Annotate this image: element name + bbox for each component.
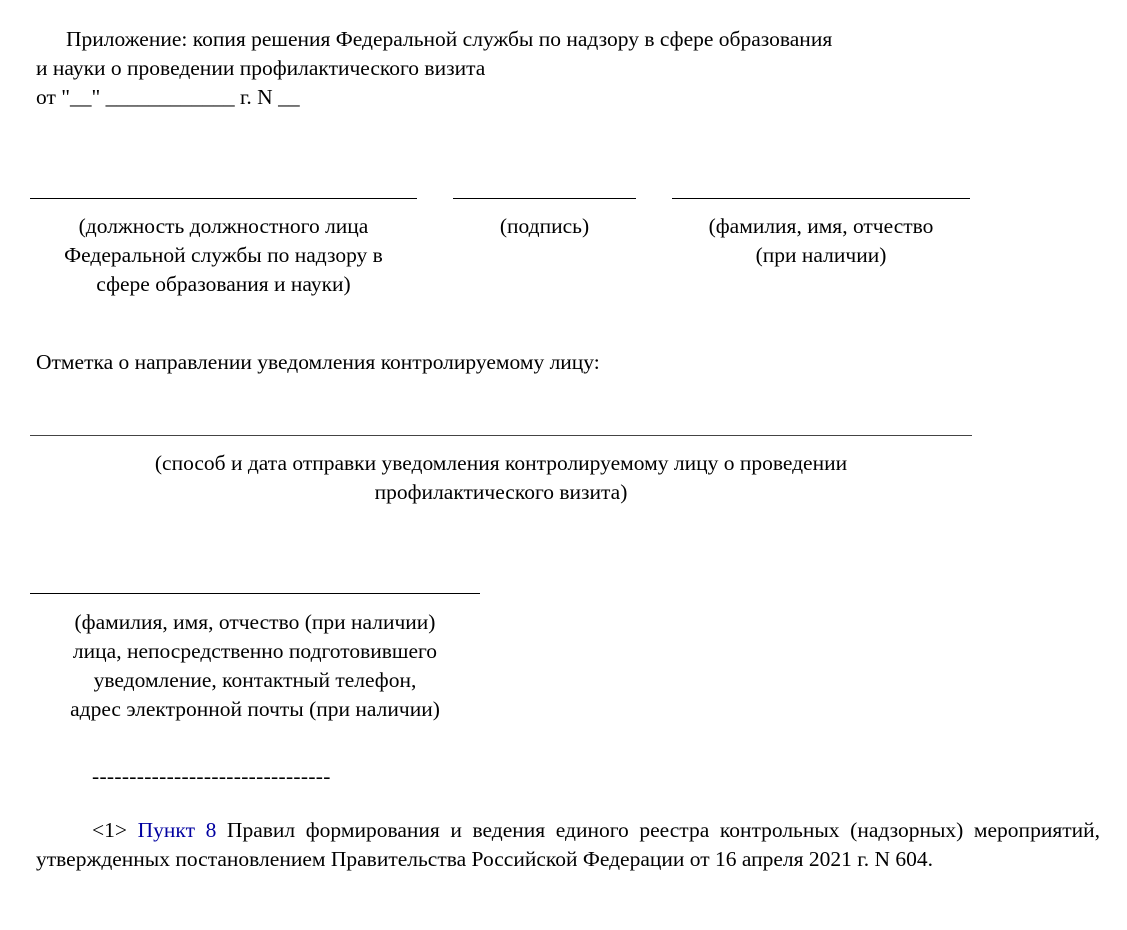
name-caption-line: (при наличии) — [755, 243, 887, 267]
header-line-2: и науки о проведении профилактического визита — [36, 56, 486, 80]
name-caption — [672, 212, 970, 270]
position-line — [30, 198, 417, 199]
footnote-marker: <1> — [92, 818, 128, 842]
footnote-separator: -------------------------------- — [92, 764, 331, 788]
name-caption-line: (фамилия, имя, отчество — [708, 214, 934, 238]
footnote-text: Правил формирования и ведения единого реестра контрольных (надзорных) мероприятий, утвержденных постановлением Правительства Российской Федерации от 16 апреля 2021 г. N 604. — [36, 818, 1100, 871]
header-line-3: от "__" ____________ г. N __ — [36, 85, 300, 109]
position-caption-line: Федеральной службы по надзору в — [64, 243, 383, 267]
preparer-line — [30, 593, 480, 594]
notice-caption — [30, 449, 972, 507]
name-line — [672, 198, 970, 199]
header-line-1: Приложение: копия решения Федеральной службы по надзору в сфере образования — [66, 27, 833, 51]
notice-caption-line: профилактического визита) — [374, 480, 628, 504]
footnote-link[interactable]: Пункт 8 — [137, 818, 217, 842]
preparer-caption-line: лица, непосредственно подготовившего — [72, 639, 438, 663]
preparer-caption — [30, 608, 480, 724]
position-caption-line: (должность должностного лица — [78, 214, 369, 238]
notice-caption-line: (способ и дата отправки уведомления контролируемому лицу о проведении — [154, 451, 848, 475]
notice-line — [30, 435, 972, 436]
preparer-caption-line: уведомление, контактный телефон, — [93, 668, 417, 692]
signature-line — [453, 198, 636, 199]
position-caption — [30, 212, 417, 299]
notice-label: Отметка о направлении уведомления контролируемому лицу: — [36, 350, 600, 374]
appendix-header — [36, 25, 1036, 112]
preparer-caption-line: адрес электронной почты (при наличии) — [70, 697, 440, 721]
footnote — [36, 816, 1100, 874]
signature-caption: (подпись) — [499, 214, 590, 238]
preparer-caption-line: (фамилия, имя, отчество (при наличии) — [74, 610, 436, 634]
position-caption-line: сферe образования и науки) — [96, 272, 351, 296]
